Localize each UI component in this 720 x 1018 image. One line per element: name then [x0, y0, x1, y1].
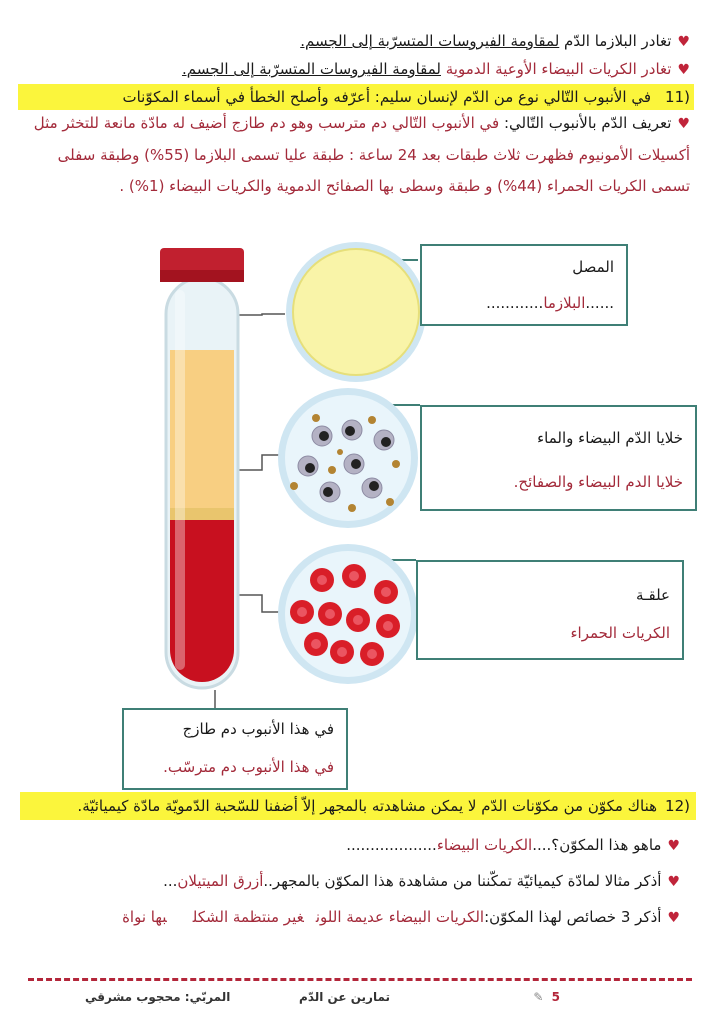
q12-answer-3-value-3: بها نواة	[122, 908, 167, 926]
question-11	[20, 86, 690, 108]
statement-1-end: لمقاومة الفيروسات المتسرّبة إلى الجسم.	[300, 32, 560, 50]
heart-bullet-icon: ♥	[677, 34, 690, 50]
page-number: 5	[551, 990, 560, 1004]
definition-lead: تعريف الدّم بالأنبوب التّالي:	[504, 114, 672, 132]
white-cells-answer: خلايا الدم البيضاء والصفائح.	[513, 473, 683, 491]
red-cells-answer: الكريات الحمراء	[570, 624, 670, 642]
statement-1	[20, 30, 690, 53]
white-cells-label-box	[420, 405, 697, 511]
q12-answer-1-value: الكريات البيضاء	[436, 836, 533, 854]
definition-body: في الأنبوب التّالي دم مترسب وهو دم طازج أضيف له مادّة مانعة للتخثر مثل أكسيلات الأمونيوم فظهرت ثلاث طبقات بعد 24 ساعة : طبقة عليا تسمى البلازما (55%) وطبقة سفلى تسمى الكريات الحمراء (44%) و طبقة وسطى بها الصفائح الدموية والكريات البيضاء (1%) .	[33, 114, 690, 195]
heart-bullet-icon: ♥	[667, 910, 680, 926]
tube-answer: في هذا الأنبوب دم مترسّب.	[163, 758, 334, 776]
tube-label-box	[122, 708, 348, 790]
question-11-number: (11	[665, 88, 690, 106]
plasma-label-box	[420, 244, 628, 326]
question-11-text: في الأنبوب التّالي نوع من الدّم لإنسان سليم: أعرّفه وأصلح الخطأ في أسماء المكوّنات	[122, 88, 652, 106]
red-cells-circle	[278, 544, 418, 684]
footer-page	[533, 990, 560, 1004]
statement-2	[20, 58, 690, 81]
plasma-answer: البلازما	[543, 294, 586, 312]
footer-teacher: المربّي: محجوب مشرقي	[85, 990, 231, 1004]
footer-title: تمارين عن الدّم	[299, 990, 390, 1004]
heart-bullet-icon: ♥	[667, 838, 680, 854]
question-12-number: (12	[665, 797, 690, 815]
tube-original-label: في هذا الأنبوب دم طازج	[182, 720, 334, 738]
blood-definition	[20, 108, 690, 202]
statement-2-end: لمقاومة الفيروسات المتسرّبة إلى الجسم.	[181, 60, 441, 78]
heart-bullet-icon: ♥	[667, 874, 680, 890]
white-cells-original-label: خلايا الدّم البيضاء والماء	[537, 429, 683, 447]
q12-answer-3-value-2: غير منتظمة الشكل	[192, 908, 304, 926]
pen-icon: ✎	[533, 990, 544, 1004]
q12-answer-1: ♥ماهو هذا المكوّن؟....الكريات البيضاء...................	[346, 836, 680, 854]
question-12-text: هناك مكوّن من مكوّنات الدّم لا يمكن مشاهدته بالمجهر إلاّ أضفنا للسّحبة الدّمويّة مادّة كيميائيّة.	[77, 797, 658, 815]
heart-bullet-icon: ♥	[677, 62, 690, 78]
test-tube	[160, 248, 244, 688]
q12-answer-3-value-1: الكريات البيضاء عديمة اللون	[315, 908, 485, 926]
statement-2-start: تغادر الكريات البيضاء الأوعية الدموية	[441, 60, 672, 78]
plasma-circle	[286, 242, 426, 382]
heart-bullet-icon: ♥	[677, 116, 690, 132]
white-cells-circle	[278, 388, 418, 528]
red-cells-label-box	[416, 560, 684, 660]
question-12	[20, 795, 690, 817]
statement-1-start: تغادر البلازما الدّم	[559, 32, 672, 50]
footer-divider	[28, 978, 692, 981]
plasma-answer-line: ......البلازما............	[486, 294, 614, 312]
red-cells-original-label: علقـة	[636, 586, 670, 604]
plasma-original-label: المصل	[572, 258, 614, 276]
q12-answer-3: ♥أذكر 3 خصائص لهذا المكوّن:الكريات البيضاء عديمة اللونغير منتظمة الشكلبها نواة	[122, 908, 680, 926]
q12-answer-2: ♥أذكر مثالا لمادّة كيميائيّة تمكّننا من مشاهدة هذا المكوّن بالمجهر..أزرق الميتيلان...	[163, 872, 680, 890]
q12-answer-2-value: أزرق الميتيلان	[177, 872, 264, 890]
